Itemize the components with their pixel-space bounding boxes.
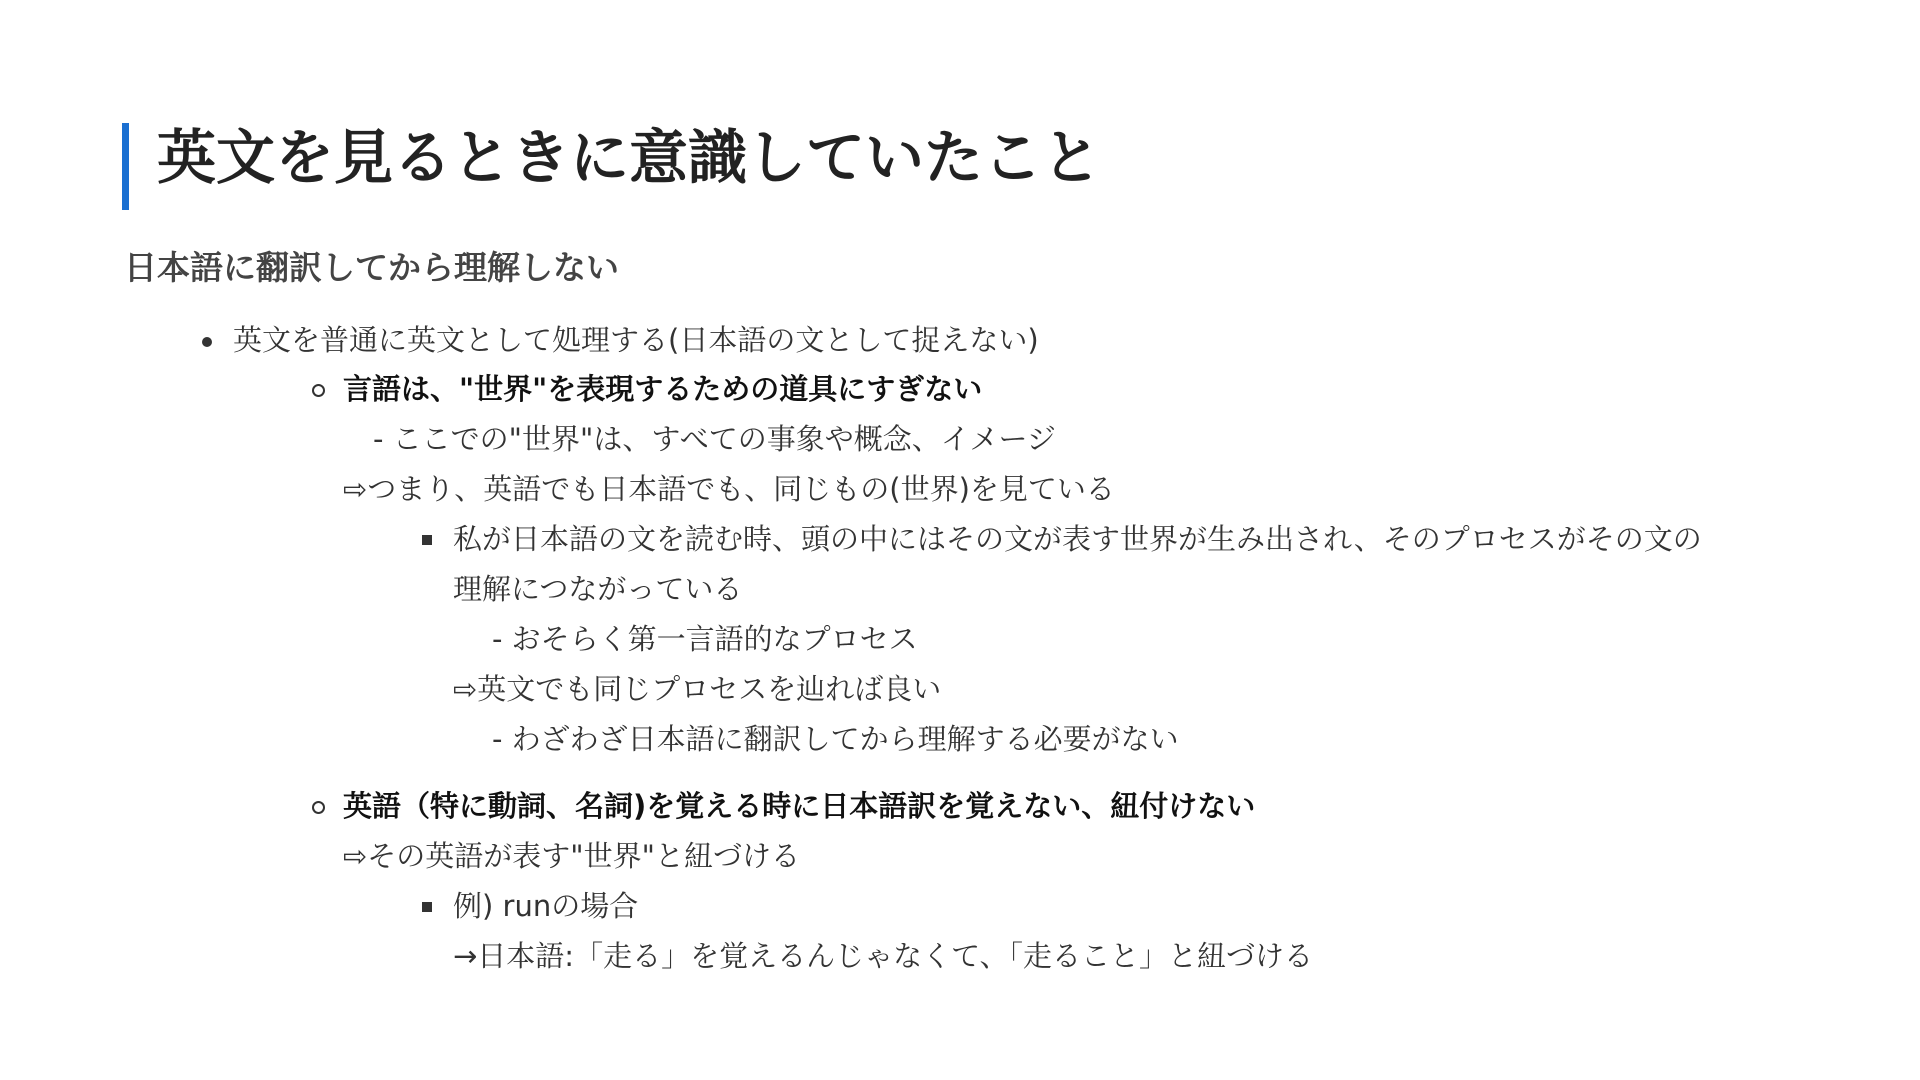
disc-bullet-icon: [202, 337, 212, 347]
list-item: 例) runの場合: [453, 889, 639, 923]
note-line: - わざわざ日本語に翻訳してから理解する必要がない: [492, 722, 1179, 756]
square-bullet-icon: [422, 902, 432, 912]
circle-bullet-icon: [312, 384, 325, 397]
note-line: - おそらく第一言語的なプロセス: [492, 622, 918, 656]
conclusion-line: ⇨つまり、英語でも日本語でも、同じもの(世界)を見ている: [343, 472, 1115, 506]
square-bullet-icon: [422, 535, 432, 545]
list-item: 英文を普通に英文として処理する(日本語の文として捉えない): [233, 323, 1039, 357]
conclusion-line: ⇨英文でも同じプロセスを辿れば良い: [453, 672, 942, 706]
note-line: - ここでの"世界"は、すべての事象や概念、イメージ: [373, 422, 1056, 456]
list-item: 私が日本語の文を読む時、頭の中にはその文が表す世界が生み出され、そのプロセスがその文の: [453, 522, 1702, 556]
title-accent-bar: [122, 123, 129, 210]
slide-title: 英文を見るときに意識していたこと: [157, 123, 1102, 192]
list-item-continued: 理解につながっている: [453, 572, 743, 606]
slide-subtitle: 日本語に翻訳してから理解しない: [124, 248, 619, 287]
section-heading: 言語は、"世界"を表現するための道具にすぎない: [343, 372, 983, 406]
section-heading: 英語（特に動詞、名詞)を覚える時に日本語訳を覚えない、紐付けない: [343, 789, 1256, 823]
conclusion-line: ⇨その英語が表す"世界"と紐づける: [343, 839, 800, 873]
note-line: →日本語:「走る」を覚えるんじゃなくて、「走ること」と紐づける: [453, 939, 1313, 973]
circle-bullet-icon: [312, 801, 325, 814]
